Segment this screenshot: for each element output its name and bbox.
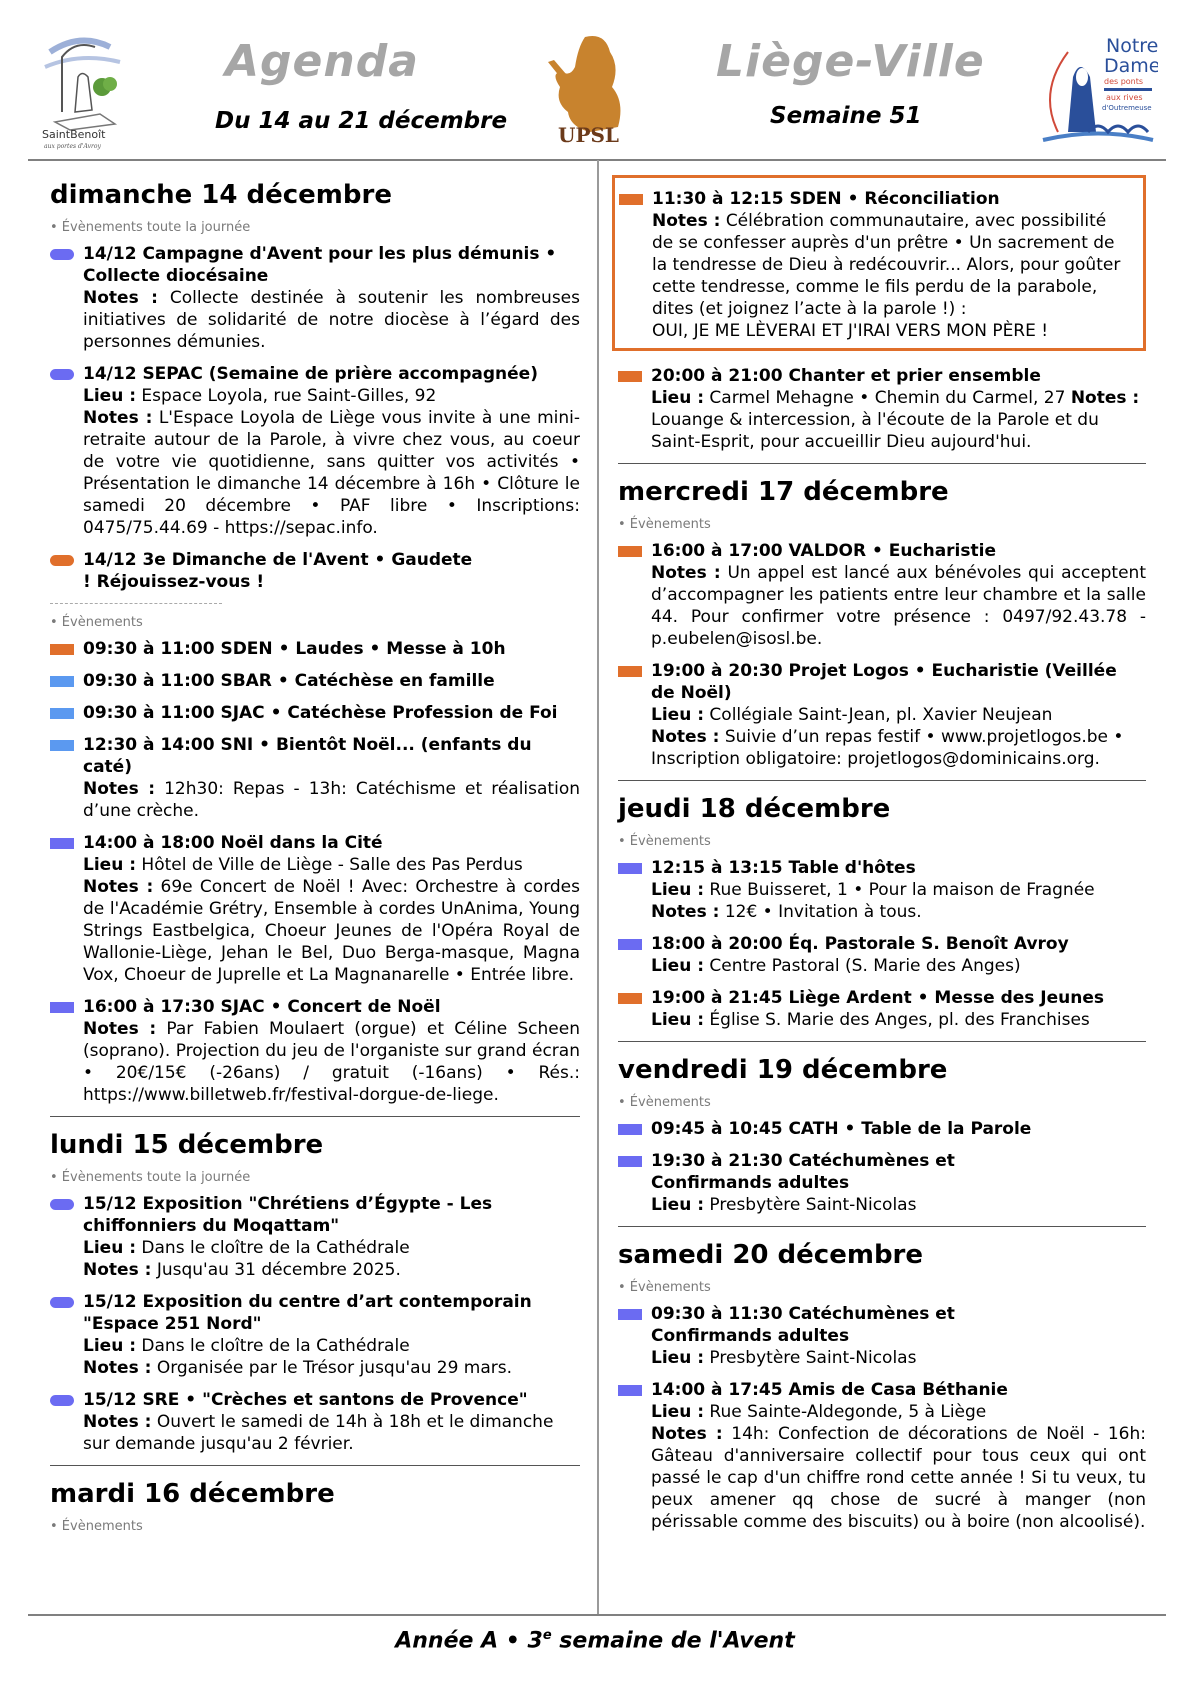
notes-label: Notes : — [83, 1260, 152, 1280]
event-notes-emphasis: OUI, JE ME LÈVERAI ET J'IRAI VERS MON PÈRE ! — [652, 321, 1049, 341]
event-location: Église S. Marie des Anges, pl. des Franchises — [709, 1010, 1090, 1030]
calendar-color-marker — [50, 555, 74, 566]
event-title: 14/12 3e Dimanche de l'Avent • Gaudete ! Réjouissez-vous ! — [83, 550, 473, 592]
calendar-color-marker — [50, 676, 74, 687]
footer-superscript: e — [542, 1628, 552, 1643]
day-separator — [50, 1116, 580, 1117]
event-notes: Célébration communautaire, avec possibilité de se confesser auprès d'un prêtre • Un sacrement de la tendresse de Dieu à redécouvrir... Alors, pour goûter cette tendresse, comme le fils perdu de la parabole, dites (et joignez l’acte à la parole !) : — [652, 211, 1121, 319]
calendar-color-marker — [50, 740, 74, 751]
event-title: 14:00 à 18:00 Noël dans la Cité — [83, 833, 383, 853]
day-separator — [618, 463, 1146, 464]
notes-label: Notes : — [651, 727, 720, 747]
category-events: • Évènements — [618, 834, 711, 849]
event-location: Rue Buisseret, 1 • Pour la maison de Fragnée — [709, 880, 1095, 900]
event-item — [50, 996, 580, 1106]
category-all-day: • Évènements toute la journée — [50, 220, 251, 235]
page-header — [0, 0, 1190, 160]
event-item — [50, 1389, 580, 1455]
lieu-label: Lieu : — [651, 705, 705, 725]
notes-label: Notes : — [1070, 388, 1140, 408]
date-range: Du 14 au 21 décembre — [215, 108, 508, 134]
day-title-tuesday: mardi 16 décembre — [50, 1479, 335, 1509]
calendar-color-marker — [50, 1395, 74, 1406]
event-notes: Collecte destinée à soutenir les nombreuses initiatives de solidarité de notre diocèse à l’égard des personnes démunies. — [83, 288, 581, 352]
event-title: 15/12 SRE • "Crèches et santons de Provence" — [83, 1390, 528, 1410]
lieu-label: Lieu : — [651, 880, 705, 900]
event-title: 16:00 à 17:30 SJAC • Concert de Noël — [83, 997, 441, 1017]
event-location: Carmel Mehagne • Chemin du Carmel, 27 — [709, 388, 1066, 408]
notes-label: Notes : — [83, 1358, 152, 1378]
event-location: Dans le cloître de la Cathédrale — [141, 1336, 410, 1356]
day-title-thursday: jeudi 18 décembre — [618, 794, 891, 824]
day-title-wednesday: mercredi 17 décembre — [618, 477, 949, 507]
logo-left-text: SaintBenoît — [42, 128, 106, 141]
lieu-label: Lieu : — [83, 855, 137, 875]
event-notes: Suivie d’un repas festif • www.projetlogos.be • Inscription obligatoire: projetlogos@dominicains.org. — [651, 727, 1124, 769]
event-notes: 12€ • Invitation à tous. — [724, 902, 922, 922]
event-location: Presbytère Saint-Nicolas — [709, 1195, 917, 1215]
calendar-color-marker — [618, 546, 642, 557]
event-location: Presbytère Saint-Nicolas — [709, 1348, 917, 1368]
event-title: 09:30 à 11:30 Catéchumènes et Confirmands adultes — [651, 1304, 955, 1346]
day-separator — [50, 1465, 580, 1466]
event-location: Rue Sainte-Aldegonde, 5 à Liège — [709, 1402, 987, 1422]
highlighted-event-box — [612, 175, 1146, 351]
event-title: 09:45 à 10:45 CATH • Table de la Parole — [651, 1119, 1032, 1139]
event-item — [618, 660, 1146, 770]
event-title: 09:30 à 11:00 SDEN • Laudes • Messe à 10h — [83, 639, 506, 659]
event-item — [50, 638, 580, 660]
event-item — [618, 365, 1146, 453]
lieu-label: Lieu : — [651, 1195, 705, 1215]
event-item — [50, 832, 580, 986]
event-item — [618, 1379, 1146, 1533]
calendar-color-marker — [50, 838, 74, 849]
day-separator — [618, 780, 1146, 781]
calendar-color-marker — [50, 1002, 74, 1013]
lieu-label: Lieu : — [651, 388, 705, 408]
event-title: 14:00 à 17:45 Amis de Casa Béthanie — [651, 1380, 1008, 1400]
event-item — [50, 734, 580, 822]
event-item — [50, 549, 580, 593]
event-location: Centre Pastoral (S. Marie des Anges) — [709, 956, 1021, 976]
event-item — [50, 1193, 580, 1281]
event-location: Espace Loyola, rue Saint-Gilles, 92 — [141, 386, 437, 406]
event-title: 12:30 à 14:00 SNI • Bientôt Noël... (enfants du caté) — [83, 735, 532, 777]
notes-label: Notes : — [83, 288, 158, 308]
event-title: 19:00 à 21:45 Liège Ardent • Messe des Jeunes — [651, 988, 1105, 1008]
event-notes: L'Espace Loyola de Liège vous invite à une mini-retraite autour de la Parole, à vivre chez vous, au coeur de votre vie quotidienne, sans quitter vos activités • Présentation le dimanche 14 décembre à 16h • Clôture le samedi 20 décembre • PAF libre • Inscriptions: 0475/75.44.69 - https://sepac.info. — [83, 408, 581, 538]
event-item — [50, 1291, 580, 1379]
event-title: 16:00 à 17:00 VALDOR • Eucharistie — [651, 541, 996, 561]
calendar-color-marker — [50, 708, 74, 719]
event-title: 09:30 à 11:00 SJAC • Catéchèse Profession de Foi — [83, 703, 558, 723]
calendar-color-marker — [618, 371, 642, 382]
footer-divider — [28, 1614, 1166, 1616]
lieu-label: Lieu : — [651, 1010, 705, 1030]
calendar-color-marker — [618, 863, 642, 874]
event-item — [50, 243, 580, 353]
event-item — [618, 1150, 1146, 1216]
notes-label: Notes : — [83, 877, 154, 897]
event-title: 19:30 à 21:30 Catéchumènes et Confirmands adultes — [651, 1151, 955, 1193]
logo-right-line5: d'Outremeuse — [1102, 104, 1152, 112]
left-column — [50, 175, 580, 1542]
notes-label: Notes : — [652, 211, 721, 231]
day-title-saturday: samedi 20 décembre — [618, 1240, 924, 1270]
logo-right-line1: Notre — [1106, 35, 1158, 57]
week-number: Semaine 51 — [770, 103, 922, 129]
event-item — [50, 363, 580, 539]
event-notes: 12h30: Repas - 13h: Catéchisme et réalisation d’une crèche. — [83, 779, 580, 821]
event-notes: Un appel est lancé aux bénévoles qui acceptent d’accompagner les patients entre leur chambre et la salle 44. Pour confirmer votre présence : 0497/92.43.78 - p.eubelen@isosl.be. — [651, 563, 1146, 649]
day-title-sunday: dimanche 14 décembre — [50, 180, 392, 210]
agenda-title: Agenda — [225, 36, 419, 87]
notes-label: Notes : — [83, 408, 153, 428]
column-divider — [597, 160, 599, 1616]
notes-label: Notes : — [651, 563, 721, 583]
event-location: Collégiale Saint-Jean, pl. Xavier Neujean — [709, 705, 1053, 725]
event-item — [50, 670, 580, 692]
event-item — [618, 933, 1146, 977]
event-title: 09:30 à 11:00 SBAR • Catéchèse en famille — [83, 671, 495, 691]
lieu-label: Lieu : — [651, 1402, 705, 1422]
event-title: 18:00 à 20:00 Éq. Pastorale S. Benoît Avroy — [651, 934, 1069, 954]
calendar-color-marker — [50, 1199, 74, 1210]
event-notes: Ouvert le samedi de 14h à 18h et le dimanche sur demande jusqu'au 2 février. — [83, 1412, 554, 1454]
calendar-color-marker — [618, 666, 642, 677]
logo-right-line2: Dame — [1104, 55, 1158, 77]
calendar-color-marker — [50, 249, 74, 260]
event-item — [618, 1118, 1146, 1140]
event-location: Dans le cloître de la Cathédrale — [141, 1238, 410, 1258]
event-title: 12:15 à 13:15 Table d'hôtes — [651, 858, 916, 878]
calendar-color-marker — [618, 939, 642, 950]
lieu-label: Lieu : — [651, 956, 705, 976]
category-events: • Évènements — [618, 1280, 711, 1295]
calendar-color-marker — [618, 993, 642, 1004]
event-item — [618, 987, 1146, 1031]
day-separator — [618, 1226, 1146, 1227]
event-title: 19:00 à 20:30 Projet Logos • Eucharistie (Veillée de Noël) — [651, 661, 1117, 703]
saint-benoit-logo — [40, 32, 130, 150]
event-item — [618, 1303, 1146, 1369]
category-events: • Évènements — [50, 1519, 143, 1534]
logo-left-subtext: aux portes d'Avroy — [44, 143, 101, 150]
lieu-label: Lieu : — [83, 386, 137, 406]
event-title: 15/12 Exposition "Chrétiens d’Égypte - Les chiffonniers du Moqattam" — [83, 1194, 493, 1236]
footer-text-pre: Année A • 3 — [395, 1628, 543, 1654]
day-title-friday: vendredi 19 décembre — [618, 1055, 948, 1085]
event-item — [618, 857, 1146, 923]
calendar-color-marker — [50, 1297, 74, 1308]
calendar-color-marker — [618, 1385, 642, 1396]
notre-dame-logo — [1038, 32, 1158, 150]
liege-ville-title: Liège-Ville — [716, 36, 985, 87]
event-item — [618, 540, 1146, 650]
event-item — [50, 702, 580, 724]
event-title: 20:00 à 21:00 Chanter et prier ensemble — [651, 366, 1041, 386]
event-title: 14/12 SEPAC (Semaine de prière accompagnée) — [83, 364, 538, 384]
event-title: 15/12 Exposition du centre d’art contemporain "Espace 251 Nord" — [83, 1292, 532, 1334]
calendar-color-marker — [50, 644, 74, 655]
logo-center-text: UPSL — [558, 123, 619, 147]
event-item — [619, 188, 1131, 342]
event-title: 14/12 Campagne d'Avent pour les plus démunis • Collecte diocésaine — [83, 244, 557, 286]
notes-label: Notes : — [651, 1424, 723, 1444]
category-events: • Évènements — [618, 517, 711, 532]
event-title: 11:30 à 12:15 SDEN • Réconciliation — [652, 189, 1000, 209]
dashed-separator — [50, 603, 222, 604]
category-events: • Évènements — [50, 615, 143, 630]
category-all-day: • Évènements toute la journée — [50, 1170, 251, 1185]
category-events: • Évènements — [618, 1095, 711, 1110]
logo-right-line3: des ponts — [1104, 77, 1144, 86]
notes-label: Notes : — [83, 1412, 152, 1432]
lieu-label: Lieu : — [83, 1336, 137, 1356]
calendar-color-marker — [618, 1124, 642, 1135]
event-notes: 14h: Confection de décorations de Noël - 16h: Gâteau d'anniversaire collectif pour tous ceux qui ont passé le cap d'un chiffre rond cette année ! Si tu veux, tu peux amener qq chose de sucré à manger (non périssable comme des biscuits) ou à boire (non alcoolisé). — [651, 1424, 1146, 1532]
calendar-color-marker — [618, 1309, 642, 1320]
lieu-label: Lieu : — [651, 1348, 705, 1368]
calendar-color-marker — [619, 194, 643, 205]
page-footer — [0, 1628, 1190, 1653]
event-notes: 69e Concert de Noël ! Avec: Orchestre à cordes de l'Académie Grétry, Ensemble à cordes UnAnima, Young Strings Eastbelgica, Choeur Jeunes de l'Opéra Royal de Wallonie-Liège, Jehan le Bel, Duo Berga-masque, Magna Vox, Choeur de Juprelle et La Magnanarelle • Entrée libre. — [83, 877, 581, 985]
logo-right-line4: aux rives — [1106, 93, 1143, 102]
right-column — [618, 175, 1146, 1543]
lieu-label: Lieu : — [83, 1238, 137, 1258]
day-title-monday: lundi 15 décembre — [50, 1130, 324, 1160]
day-separator — [618, 1041, 1146, 1042]
event-location: Hôtel de Ville de Liège - Salle des Pas Perdus — [141, 855, 523, 875]
notes-label: Notes : — [83, 1019, 157, 1039]
footer-text-post: semaine de l'Avent — [551, 1628, 795, 1654]
upsl-logo — [540, 32, 650, 147]
event-notes: Louange & intercession, à l'écoute de la Parole et du Saint-Esprit, pour accueillir Dieu aujourd'hui. — [651, 410, 1099, 452]
calendar-color-marker — [618, 1156, 642, 1167]
notes-label: Notes : — [83, 779, 156, 799]
event-notes: Jusqu'au 31 décembre 2025. — [156, 1260, 401, 1280]
event-notes: Organisée par le Trésor jusqu'au 29 mars. — [156, 1358, 513, 1378]
event-notes: Par Fabien Moulaert (orgue) et Céline Scheen (soprano). Projection du jeu de l'organiste sur grand écran • 20€/15€ (-26ans) / gratuit (-16ans) • Rés.: https://www.billetweb.fr/festival-dorgue-de-liege. — [83, 1019, 580, 1105]
calendar-color-marker — [50, 369, 74, 380]
notes-label: Notes : — [651, 902, 720, 922]
